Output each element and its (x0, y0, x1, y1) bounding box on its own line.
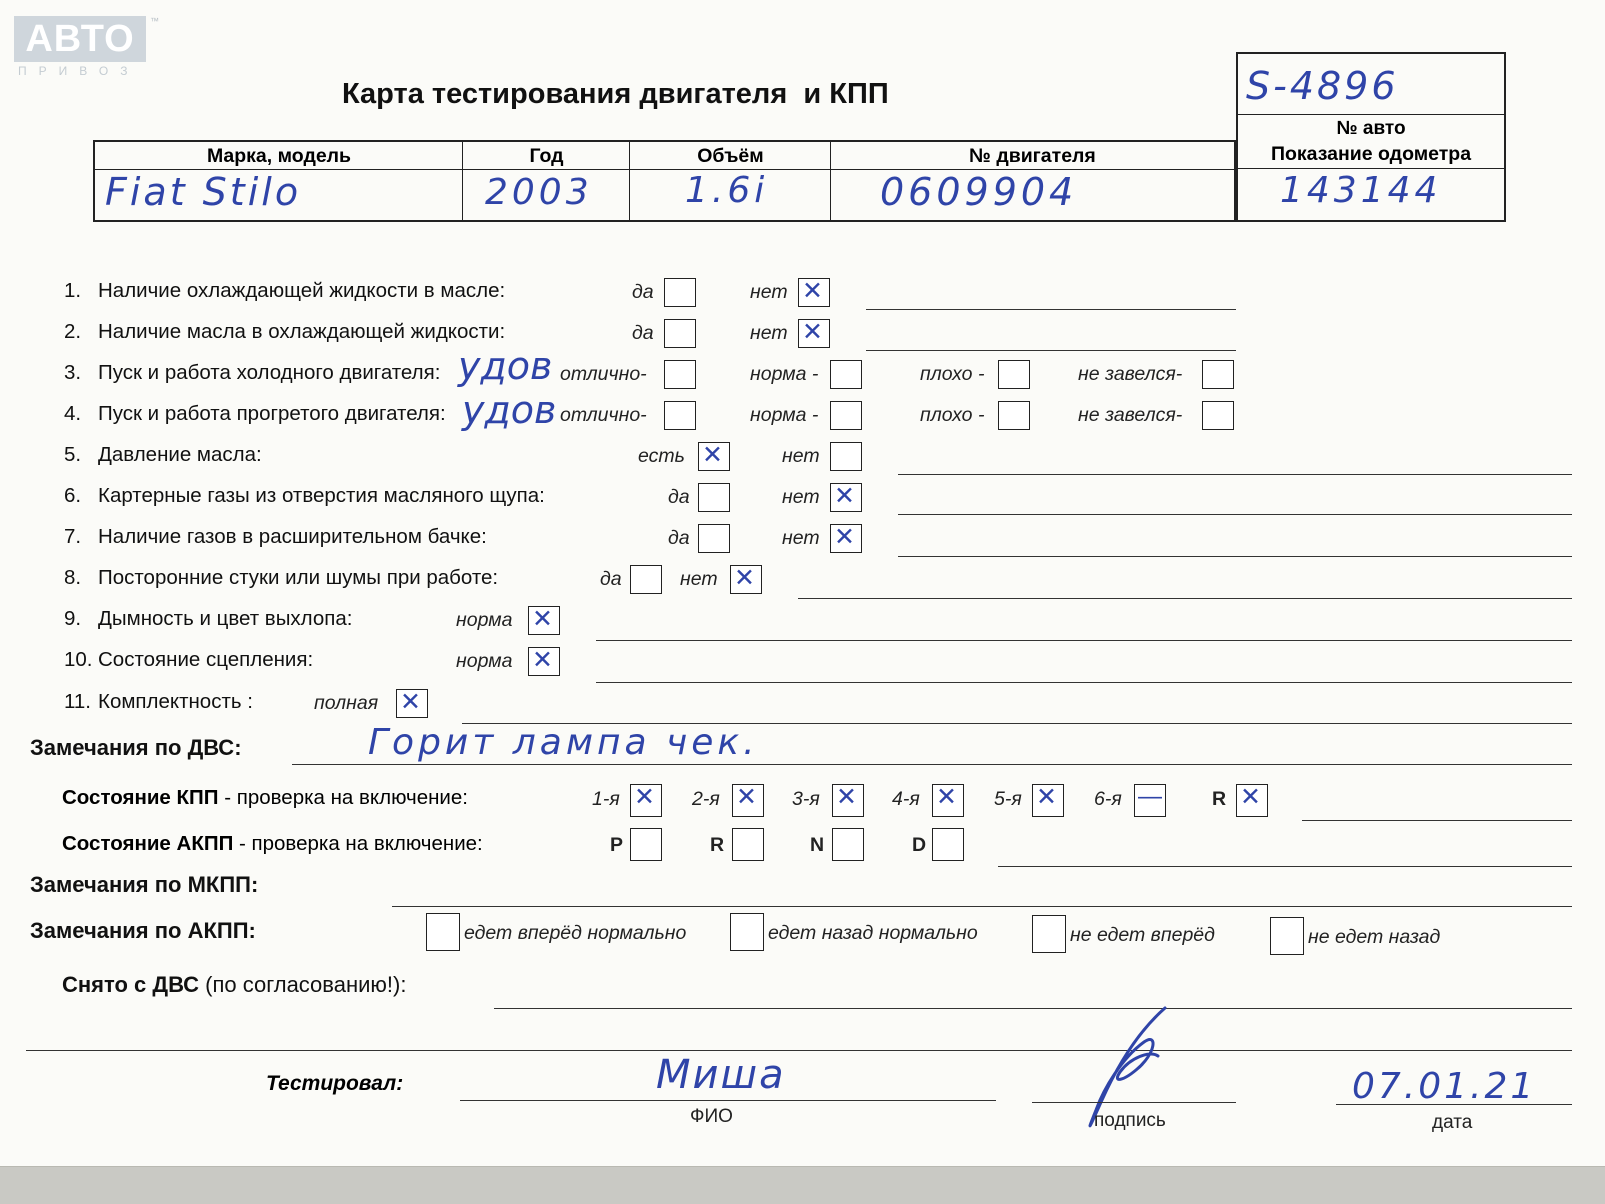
signature-caption: подпись (1094, 1110, 1166, 1131)
gear-5-checkbox[interactable] (1032, 784, 1064, 817)
gear-1-label: 1-я (592, 788, 620, 810)
question-number: 9. (64, 607, 82, 630)
table-divider (629, 142, 630, 220)
q4-checkbox-excellent[interactable] (664, 401, 696, 430)
manual-gearbox-label-bold: Состояние КПП (62, 786, 219, 809)
q6-option-no: нет (782, 486, 820, 508)
tester-name-caption: ФИО (690, 1106, 733, 1127)
auto-d-checkbox[interactable] (932, 828, 964, 861)
gear-5-label: 5-я (994, 788, 1022, 810)
question-label: Дымность и цвет выхлопа: (98, 607, 353, 630)
logo-sub: ПРИВОЗ (18, 64, 140, 78)
q10-option-normal: норма (456, 650, 513, 672)
auto-remark-reverse-ok: едет назад нормально (768, 922, 978, 944)
q3-option-excellent: отлично- (560, 363, 647, 385)
removed-line-2[interactable] (26, 1050, 1572, 1051)
q4-checkbox-no-start[interactable] (1202, 401, 1234, 430)
q5-checkbox-present[interactable] (698, 442, 730, 471)
gear-2-checkbox[interactable] (732, 784, 764, 817)
q2-checkbox-yes[interactable] (664, 319, 696, 348)
q1-checkbox-no[interactable] (798, 278, 830, 307)
q3-checkbox-bad[interactable] (998, 360, 1030, 389)
question-5 (64, 443, 262, 467)
q2-option-yes: да (632, 322, 654, 344)
q8-option-yes: да (600, 568, 622, 590)
odometer-label: Показание одометра (1270, 143, 1472, 165)
auto-remark-no-forward: не едет вперёд (1070, 924, 1215, 946)
auto-n-label: N (810, 834, 825, 856)
year-value: 2003 (485, 172, 593, 213)
q7-checkbox-no[interactable] (830, 524, 862, 553)
q11-option-full: полная (314, 692, 379, 714)
q6-notes-line[interactable] (898, 514, 1572, 515)
q9-checkbox-normal[interactable] (528, 606, 560, 635)
q3-option-bad: плохо - (920, 363, 985, 385)
logo (14, 16, 159, 82)
manual-gearbox-label (62, 786, 468, 810)
make-value: Fiat Stilo (105, 170, 302, 214)
q3-checkbox-normal[interactable] (830, 360, 862, 389)
question-label: Комплектность : (98, 690, 253, 713)
q1-option-yes: да (632, 281, 654, 303)
q2-checkbox-no[interactable] (798, 319, 830, 348)
q1-checkbox-yes[interactable] (664, 278, 696, 307)
engine-remarks-line (292, 764, 1572, 765)
removed-label (62, 972, 406, 998)
auto-n-checkbox[interactable] (832, 828, 864, 861)
auto-remark-checkbox-no-reverse[interactable] (1270, 917, 1304, 955)
q8-checkbox-yes[interactable] (630, 565, 662, 594)
q2-notes-line[interactable] (866, 350, 1236, 351)
q9-option-normal: норма (456, 609, 513, 631)
car-number-divider (1238, 114, 1504, 115)
gear-2-label: 2-я (692, 788, 720, 810)
gear-3-checkbox[interactable] (832, 784, 864, 817)
q7-option-no: нет (782, 527, 820, 549)
question-label: Пуск и работа прогретого двигателя: (98, 402, 446, 425)
q4-option-bad: плохо - (920, 404, 985, 426)
auto-gearbox-label-bold: Состояние АКПП (62, 832, 234, 855)
question-10 (64, 648, 313, 672)
question-number: 3. (64, 361, 82, 384)
question-number: 11. (64, 690, 91, 713)
logo-tm: ™ (150, 16, 159, 26)
auto-remark-forward-ok: едет вперёд нормально (464, 922, 687, 944)
q5-notes-line[interactable] (898, 474, 1572, 475)
car-number-label: № авто (1336, 118, 1406, 139)
gear-4-checkbox[interactable] (932, 784, 964, 817)
question-6 (64, 484, 545, 508)
volume-value: 1.6i (685, 170, 769, 211)
col-volume-header: Объём (630, 142, 831, 170)
auto-gearbox-notes-line[interactable] (998, 866, 1572, 867)
question-7 (64, 525, 487, 549)
auto-remark-checkbox-no-forward[interactable] (1032, 915, 1066, 953)
q10-notes-line[interactable] (596, 682, 1572, 683)
question-label: Пуск и работа холодного двигателя: (98, 361, 441, 384)
table-divider (462, 142, 463, 220)
q5-option-absent: нет (782, 445, 820, 467)
question-3 (64, 361, 440, 385)
odometer-cell (1236, 140, 1506, 222)
q4-option-normal: норма - (750, 404, 819, 426)
q6-checkbox-yes[interactable] (698, 483, 730, 512)
question-number: 8. (64, 566, 82, 589)
odometer-value: 143144 (1280, 170, 1442, 211)
q7-checkbox-yes[interactable] (698, 524, 730, 553)
q4-checkbox-normal[interactable] (830, 401, 862, 430)
auto-r-label: R (710, 834, 725, 856)
q3-checkbox-excellent[interactable] (664, 360, 696, 389)
auto-r-checkbox[interactable] (732, 828, 764, 861)
q3-checkbox-no-start[interactable] (1202, 360, 1234, 389)
gear-r-label: R (1212, 788, 1227, 810)
question-11 (64, 690, 253, 714)
q1-option-no: нет (750, 281, 788, 303)
table-divider (830, 142, 831, 220)
auto-gearbox-label (62, 832, 483, 856)
question-number: 6. (64, 484, 82, 507)
tested-by-label: Тестировал: (266, 1072, 404, 1095)
gear-6-label: 6-я (1094, 788, 1122, 810)
test-date[interactable]: 07.01.21 (1352, 1066, 1537, 1107)
engine-remarks-value[interactable]: Горит лампа чек. (368, 722, 759, 763)
question-9 (64, 607, 352, 631)
q8-checkbox-no[interactable] (730, 565, 762, 594)
date-caption: дата (1432, 1112, 1473, 1133)
q3-option-normal: норма - (750, 363, 819, 385)
car-number-value: S-4896 (1246, 64, 1399, 108)
auto-remarks-label: Замечания по АКПП: (30, 918, 256, 943)
auto-p-checkbox[interactable] (630, 828, 662, 861)
question-label: Наличие охлаждающей жидкости в масле: (98, 279, 506, 302)
auto-remark-checkbox-forward-ok[interactable] (426, 913, 460, 951)
q4-checkbox-bad[interactable] (998, 401, 1030, 430)
auto-remark-no-reverse: не едет назад (1308, 926, 1441, 948)
q8-notes-line[interactable] (798, 598, 1572, 599)
question-8 (64, 566, 498, 590)
gear-3-label: 3-я (792, 788, 820, 810)
col-engine-header: № двигателя (831, 142, 1234, 170)
manual-gearbox-notes-line[interactable] (1302, 820, 1572, 821)
removed-label-bold: Снято с ДВС (62, 972, 200, 997)
odometer-divider (1238, 168, 1504, 169)
q9-notes-line[interactable] (596, 640, 1572, 641)
question-number: 5. (64, 443, 82, 466)
gear-4-label: 4-я (892, 788, 920, 810)
col-year-header: Год (463, 142, 630, 170)
q5-checkbox-absent[interactable] (830, 442, 862, 471)
logo-brand: АВТО (14, 16, 146, 62)
col-make-header: Марка, модель (95, 142, 463, 170)
q11-checkbox-full[interactable] (396, 689, 428, 718)
auto-remark-checkbox-reverse-ok[interactable] (730, 913, 764, 951)
question-number: 1. (64, 279, 82, 302)
q10-checkbox-normal[interactable] (528, 647, 560, 676)
q4-option-no-start: не завелся- (1078, 404, 1183, 426)
question-number: 10. (64, 648, 93, 671)
q6-checkbox-no[interactable] (830, 483, 862, 512)
question-4 (64, 402, 446, 426)
engine-remarks-label: Замечания по ДВС: (30, 735, 242, 760)
removed-line[interactable] (494, 1008, 1572, 1009)
q7-option-yes: да (668, 527, 690, 549)
tester-name-line (460, 1100, 996, 1101)
question-label: Наличие масла в охлаждающей жидкости: (98, 320, 506, 343)
manual-gearbox-label-rest: - проверка на включение: (218, 786, 468, 809)
question-label: Картерные газы из отверстия масляного щупа: (98, 484, 545, 507)
gear-r-checkbox[interactable] (1236, 784, 1268, 817)
page-title: Карта тестирования двигателя и КПП (342, 78, 889, 110)
q1-notes-line[interactable] (866, 309, 1236, 310)
vehicle-info-table (93, 140, 1236, 222)
gear-6-checkbox[interactable] (1134, 784, 1166, 817)
engine-no-value: 0609904 (880, 170, 1078, 214)
auto-p-label: P (610, 834, 624, 856)
q4-handwritten-note: удов (462, 388, 557, 432)
question-1 (64, 279, 505, 303)
removed-label-rest: (по согласованию!): (199, 972, 407, 997)
q4-option-excellent: отлично- (560, 404, 647, 426)
manual-remarks-label: Замечания по МКПП: (30, 872, 259, 897)
q2-option-no: нет (750, 322, 788, 344)
q3-handwritten-note: удов (458, 344, 553, 388)
question-label: Посторонние стуки или шумы при работе: (98, 566, 499, 589)
auto-gearbox-label-rest: - проверка на включение: (233, 832, 483, 855)
q7-notes-line[interactable] (898, 556, 1572, 557)
question-label: Наличие газов в расширительном бачке: (98, 525, 487, 548)
signature-line (1032, 1102, 1236, 1103)
q3-option-no-start: не завелся- (1078, 363, 1183, 385)
question-number: 2. (64, 320, 82, 343)
q5-option-present: есть (638, 445, 685, 467)
question-label: Давление масла: (98, 443, 262, 466)
question-label: Состояние сцепления: (98, 648, 314, 671)
question-2 (64, 320, 505, 344)
question-number: 4. (64, 402, 82, 425)
question-number: 7. (64, 525, 82, 548)
manual-remarks-line[interactable] (392, 906, 1572, 907)
auto-d-label: D (912, 834, 927, 856)
date-line (1336, 1104, 1572, 1105)
tester-name[interactable]: Миша (656, 1052, 786, 1098)
gear-1-checkbox[interactable] (630, 784, 662, 817)
q6-option-yes: да (668, 486, 690, 508)
q8-option-no: нет (680, 568, 718, 590)
